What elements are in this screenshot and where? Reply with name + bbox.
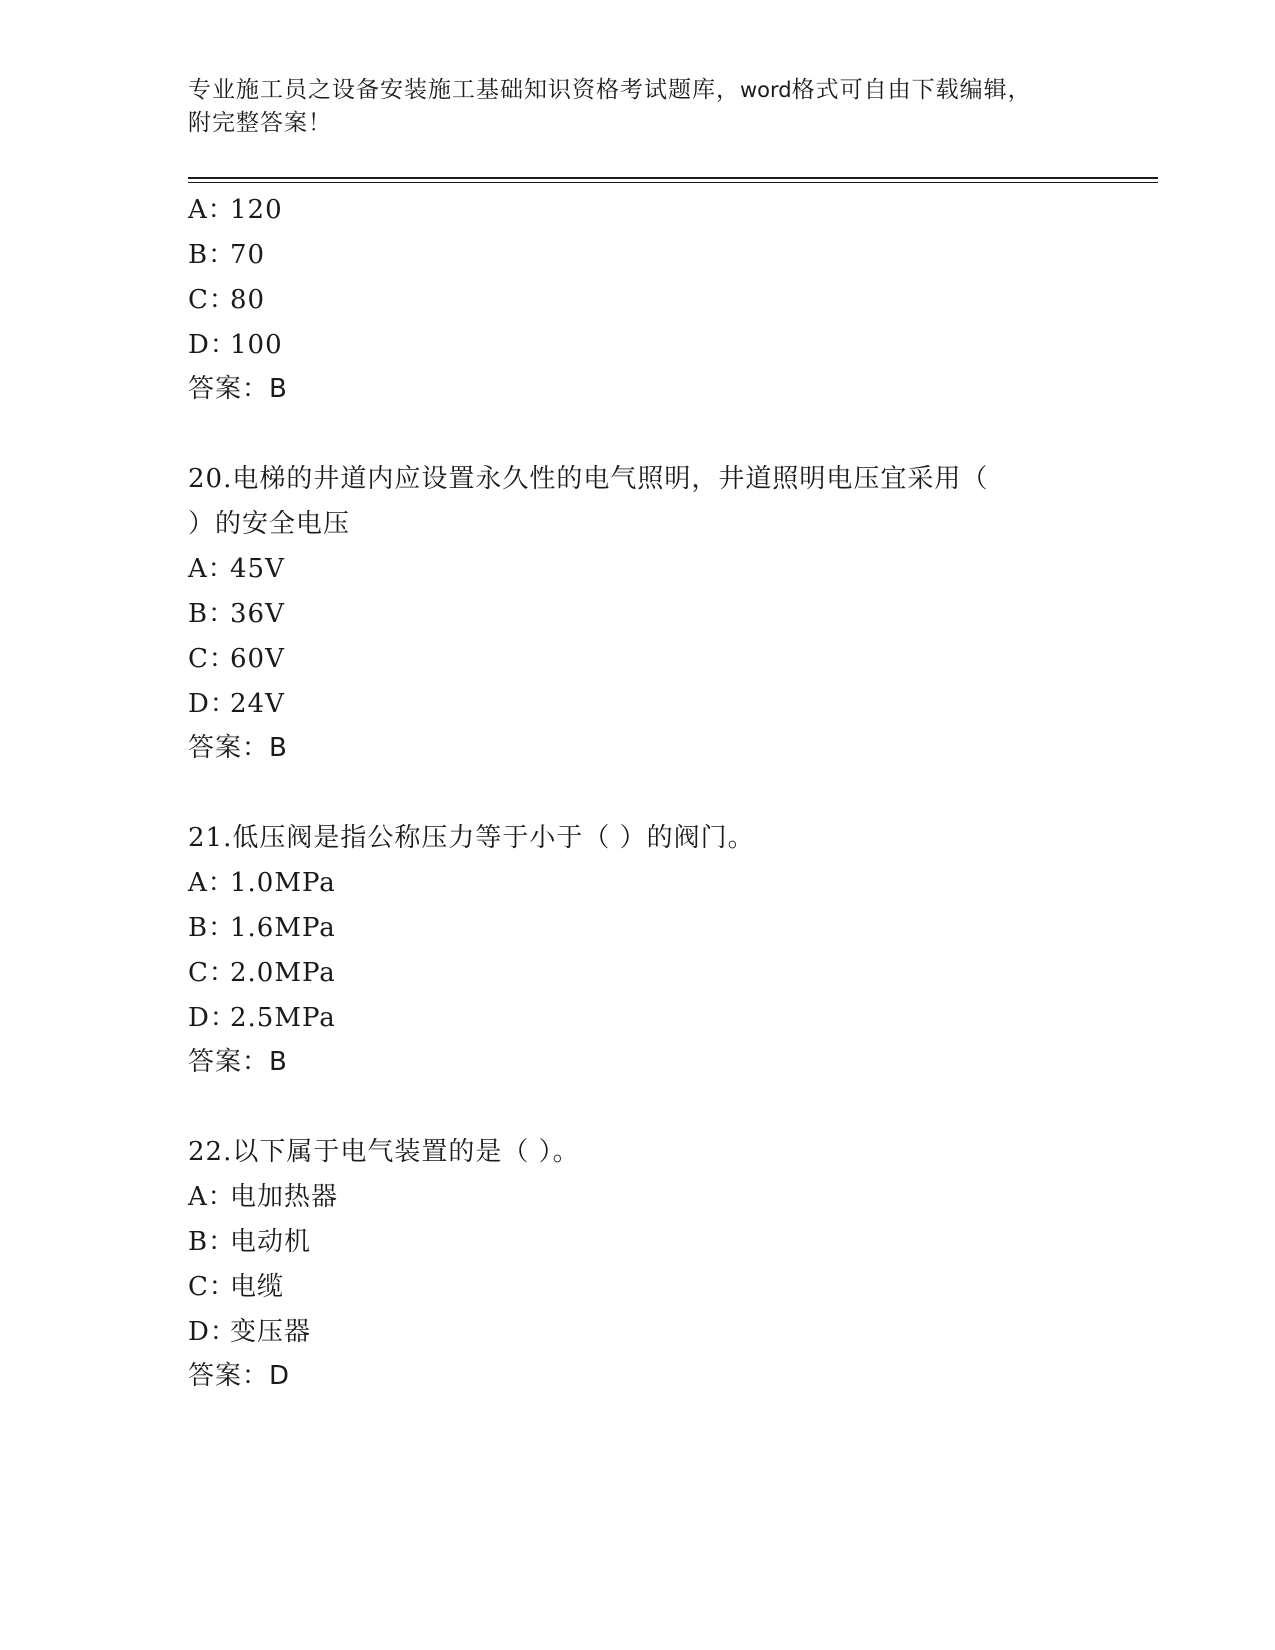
q22-option-d: D：变压器 xyxy=(188,1317,312,1347)
q19-option-a: A：120 xyxy=(188,195,283,225)
q19-option-d: D：100 xyxy=(188,330,283,360)
q21-option-c: C：2.0MPa xyxy=(188,958,336,988)
q20-stem-line-2: ）的安全电压 xyxy=(188,509,351,539)
q21-option-a: A：1.0MPa xyxy=(188,868,336,898)
q21-option-d: D：2.5MPa xyxy=(188,1003,336,1033)
q22-answer: 答案：D xyxy=(188,1361,291,1391)
header-divider-thin xyxy=(188,182,1158,183)
q21-answer: 答案：B xyxy=(188,1047,288,1077)
header-line-1 xyxy=(188,74,1088,107)
q20-option-d: D：24V xyxy=(188,689,285,719)
q22-stem-line-1: 22.以下属于电气装置的是（ ）。 xyxy=(188,1137,580,1167)
q20-option-a: A：45V xyxy=(188,554,285,584)
q19-option-c: C：80 xyxy=(188,285,266,315)
header-line-2: 附完整答案！ xyxy=(188,110,332,136)
q20-stem-line-1: 20.电梯的井道内应设置永久性的电气照明，井道照明电压宜采用（ xyxy=(188,464,989,494)
q20-option-c: C：60V xyxy=(188,644,285,674)
q22-option-a: A：电加热器 xyxy=(188,1182,339,1212)
q22-option-b: B：电动机 xyxy=(188,1227,312,1257)
q19-option-b: B：70 xyxy=(188,240,266,270)
header-divider-thick xyxy=(188,177,1158,179)
q22-option-c: C：电缆 xyxy=(188,1272,285,1302)
q20-answer: 答案：B xyxy=(188,733,288,763)
header-line-1-text: 专业施工员之设备安装施工基础知识资格考试题库， xyxy=(188,77,740,103)
q20-option-b: B：36V xyxy=(188,599,285,629)
q21-stem-line-1: 21.低压阀是指公称压力等于小于（ ）的阀门。 xyxy=(188,823,755,853)
header-line-1-tail: 格式可自由下载编辑， xyxy=(791,77,1032,103)
header-word-keyword: word xyxy=(740,78,792,102)
q19-answer: 答案：B xyxy=(188,374,288,404)
q21-option-b: B：1.6MPa xyxy=(188,913,336,943)
document-header xyxy=(188,74,1088,140)
